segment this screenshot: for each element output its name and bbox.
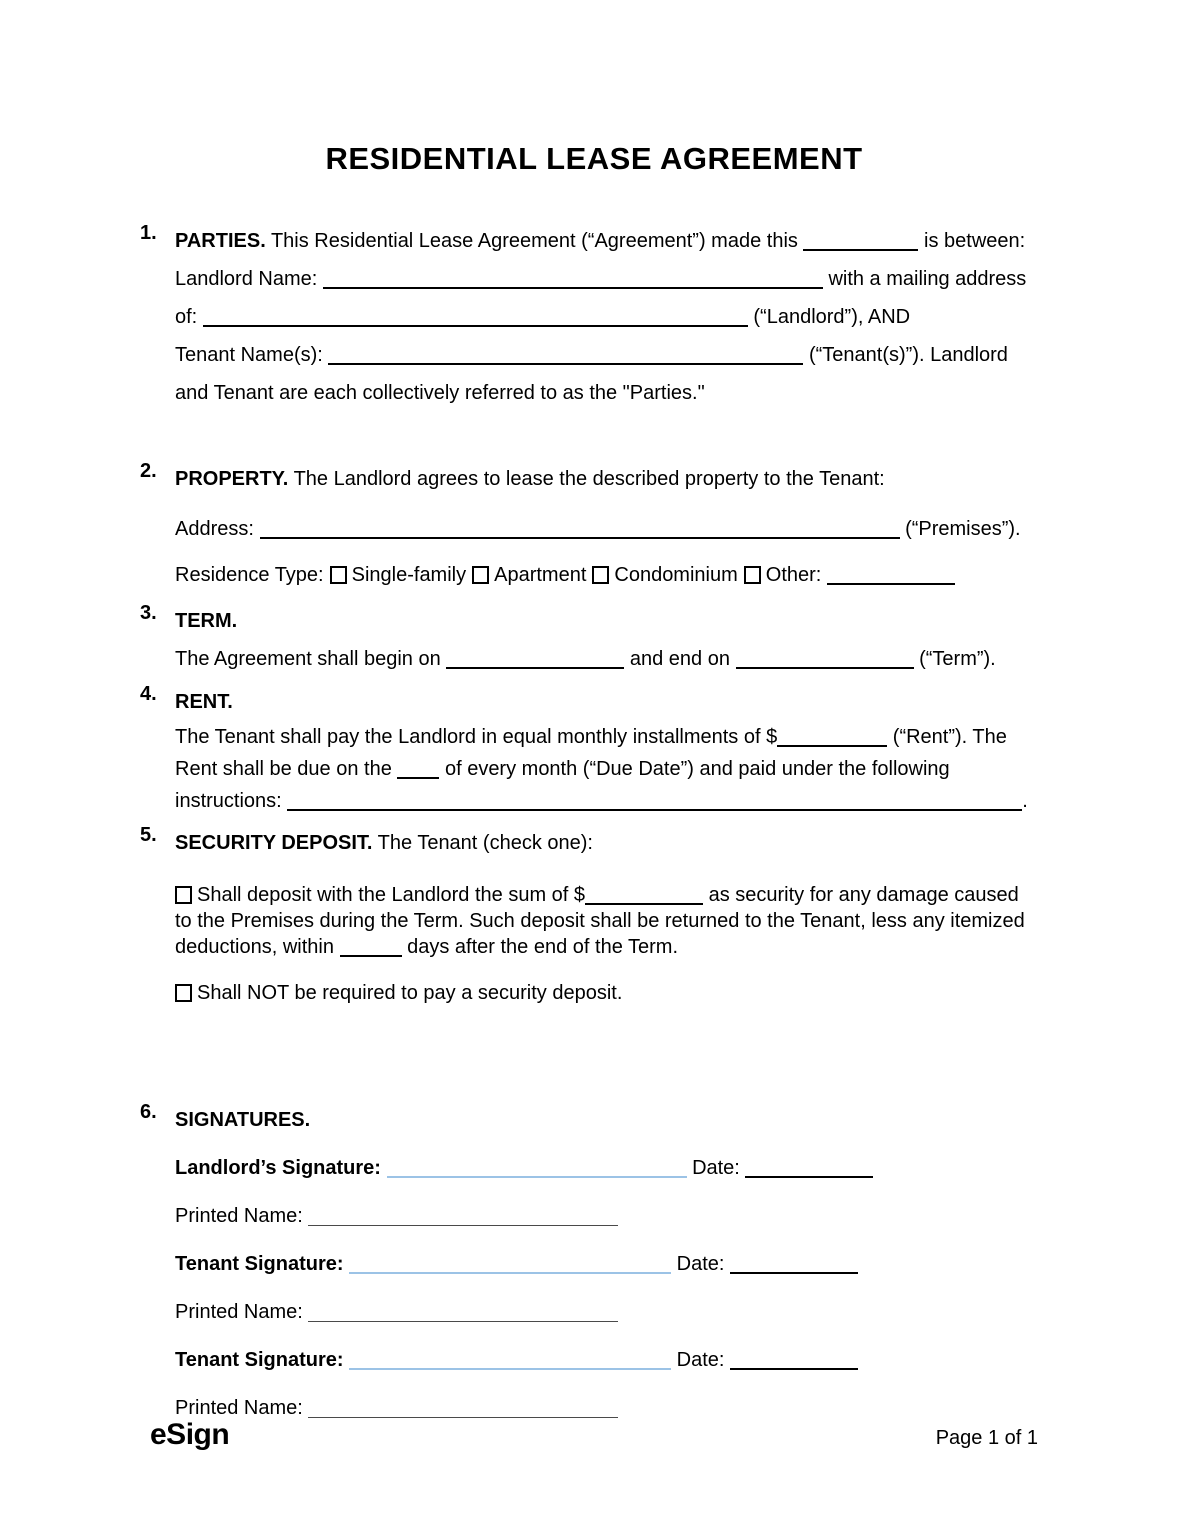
- tenant-name-blank[interactable]: [328, 363, 803, 365]
- deposit-option1-line1-tail: as security for any damage caused: [708, 884, 1019, 906]
- deposit-days-blank[interactable]: [340, 955, 402, 957]
- tenant2-signature-label: Tenant Signature:: [175, 1349, 344, 1371]
- term-tail-text: (“Term”).: [919, 648, 996, 670]
- checkbox-apartment[interactable]: [472, 566, 489, 584]
- deposit-option2-text: Shall NOT be required to pay a security deposit.: [197, 982, 623, 1004]
- tenant2-signature-line[interactable]: [349, 1368, 671, 1370]
- printed-name-label: Printed Name:: [175, 1301, 303, 1323]
- printed-name-label: Printed Name:: [175, 1205, 303, 1227]
- checkbox-other[interactable]: [744, 566, 761, 584]
- rent-line2-tail: of every month (“Due Date”) and paid under the following: [444, 758, 950, 780]
- premises-address-blank[interactable]: [260, 537, 900, 539]
- checkbox-no-deposit[interactable]: [175, 984, 192, 1002]
- landlord-address-blank[interactable]: [203, 325, 748, 327]
- section-heading-rent: RENT.: [175, 691, 233, 713]
- landlord-name-label: Landlord Name:: [175, 268, 318, 290]
- esign-logo: eSign: [150, 1418, 230, 1451]
- section-number: 1.: [140, 222, 157, 244]
- deposit-option1-line3-tail: days after the end of the Term.: [407, 936, 679, 958]
- landlord-address-tail: (“Landlord”), AND: [753, 306, 911, 328]
- checkbox-condominium[interactable]: [592, 566, 609, 584]
- section-security-deposit: [140, 824, 1048, 1006]
- landlord-name-blank[interactable]: [323, 287, 823, 289]
- page-title: RESIDENTIAL LEASE AGREEMENT: [325, 141, 863, 176]
- term-begin-text: The Agreement shall begin on: [175, 648, 441, 670]
- section-heading-parties: PARTIES.: [175, 230, 266, 252]
- date-label: Date:: [676, 1349, 725, 1371]
- parties-closing-text: and Tenant are each collectively referred to as the "Parties.": [175, 382, 705, 404]
- term-middle-text: and end on: [629, 648, 730, 670]
- landlord-signature-label: Landlord’s Signature:: [175, 1157, 381, 1179]
- section-term: [140, 602, 1048, 678]
- residence-type-other-label: Other:: [765, 564, 822, 586]
- section-heading-term: TERM.: [175, 610, 238, 632]
- term-end-blank[interactable]: [736, 667, 914, 669]
- other-type-blank[interactable]: [827, 583, 955, 585]
- landlord-signature-date-blank[interactable]: [745, 1176, 873, 1178]
- landlord-name-tail: with a mailing address: [828, 268, 1027, 290]
- section-heading-property: PROPERTY.: [175, 468, 289, 490]
- printed-name-label: Printed Name:: [175, 1397, 303, 1419]
- rent-line3-tail: .: [1022, 790, 1028, 812]
- property-intro-text: The Landlord agrees to lease the described property to the Tenant:: [293, 468, 885, 490]
- parties-intro-tail: is between:: [924, 230, 1026, 252]
- tenant1-signature-label: Tenant Signature:: [175, 1253, 344, 1275]
- section-rent: [140, 683, 1048, 817]
- rent-line2-text: Rent shall be due on the: [175, 758, 392, 780]
- section-number: 2.: [140, 460, 157, 482]
- section-property: [140, 460, 1048, 594]
- rent-line1-tail: (“Rent”). The: [892, 726, 1007, 748]
- page-indicator: Page 1 of 1: [935, 1427, 1038, 1449]
- section-heading-security-deposit: SECURITY DEPOSIT.: [175, 832, 373, 854]
- residence-type-condominium-label: Condominium: [614, 564, 738, 586]
- rent-line3-text: instructions:: [175, 790, 282, 812]
- term-start-blank[interactable]: [446, 667, 624, 669]
- rent-amount-blank[interactable]: [777, 745, 887, 747]
- address-tail: (“Premises”).: [905, 518, 1021, 540]
- residence-type-single-family-label: Single-family: [351, 564, 467, 586]
- address-label: Address:: [175, 518, 254, 540]
- section-number: 3.: [140, 602, 157, 624]
- tenant1-signature-line[interactable]: [349, 1272, 671, 1274]
- checkbox-single-family[interactable]: [330, 566, 347, 584]
- deposit-intro-text: The Tenant (check one):: [377, 832, 593, 854]
- section-number: 5.: [140, 824, 157, 846]
- landlord-signature-line[interactable]: [387, 1176, 687, 1178]
- residence-type-label: Residence Type:: [175, 564, 324, 586]
- section-signatures: [140, 1101, 1048, 1427]
- deposit-option1-line2: to the Premises during the Term. Such deposit shall be returned to the Tenant, less any itemized: [175, 910, 1025, 932]
- payment-instructions-blank[interactable]: [287, 809, 1022, 811]
- landlord-printed-name-blank[interactable]: [308, 1225, 618, 1226]
- section-parties: [140, 222, 1048, 412]
- tenant-name-tail: (“Tenant(s)”). Landlord: [808, 344, 1008, 366]
- date-label: Date:: [692, 1157, 740, 1179]
- rent-line1-text: The Tenant shall pay the Landlord in equal monthly installments of $: [175, 726, 778, 748]
- deposit-option1-line1: Shall deposit with the Landlord the sum of $: [197, 884, 586, 906]
- agreement-date-blank[interactable]: [803, 249, 918, 251]
- section-number: 6.: [140, 1101, 157, 1123]
- section-heading-signatures: SIGNATURES.: [175, 1109, 311, 1131]
- section-number: 4.: [140, 683, 157, 705]
- checkbox-deposit-required[interactable]: [175, 886, 192, 904]
- residence-type-apartment-label: Apartment: [494, 564, 587, 586]
- deposit-option1-line3: deductions, within: [175, 936, 334, 958]
- date-label: Date:: [676, 1253, 725, 1275]
- tenant1-printed-name-blank[interactable]: [308, 1321, 618, 1322]
- page-footer: [150, 1418, 1038, 1452]
- landlord-address-label: of:: [175, 306, 198, 328]
- tenant2-signature-date-blank[interactable]: [730, 1368, 858, 1370]
- deposit-amount-blank[interactable]: [585, 903, 703, 905]
- due-day-blank[interactable]: [397, 777, 439, 779]
- parties-intro-text: This Residential Lease Agreement (“Agreement”) made this: [270, 230, 798, 252]
- tenant-name-label: Tenant Name(s):: [175, 344, 323, 366]
- tenant1-signature-date-blank[interactable]: [730, 1272, 858, 1274]
